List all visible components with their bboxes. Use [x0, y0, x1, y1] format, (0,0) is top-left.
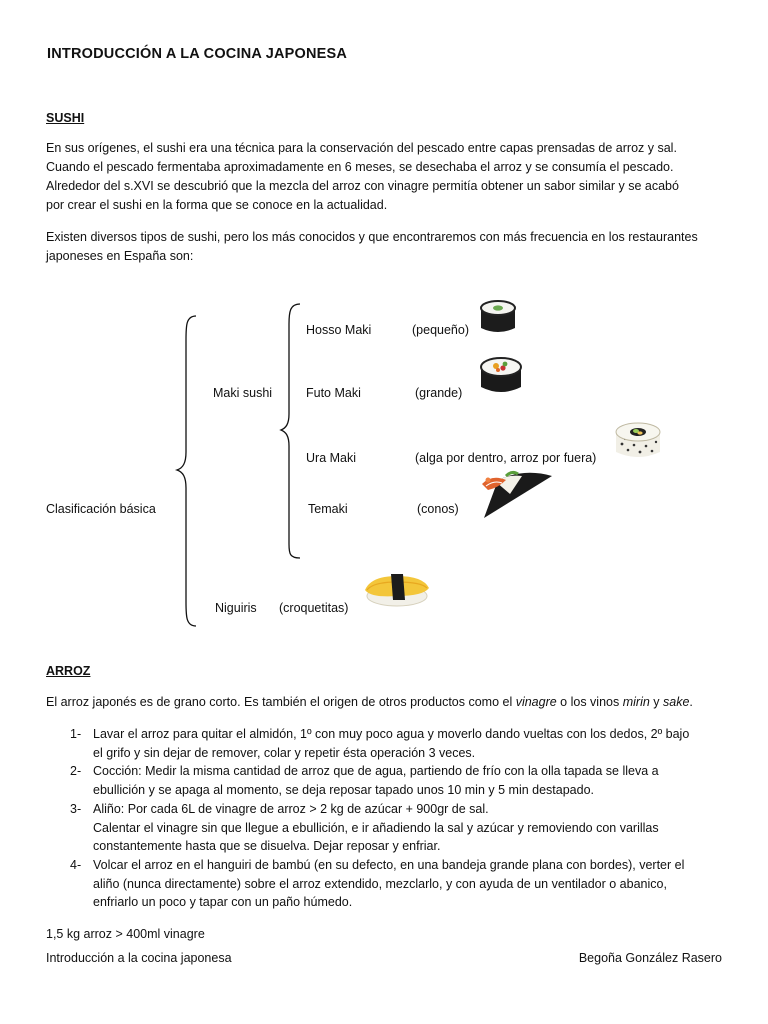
- arroz-intro-text: El arroz japonés es de grano corto. Es también el origen de otros productos como el: [46, 695, 516, 709]
- step-number: 1-: [70, 727, 82, 741]
- step-line: ebullición y se apaga al momento, se deja reposar tapado unos 10 min y 5 min destapado.: [93, 782, 595, 797]
- classification-root: Clasificación básica: [46, 502, 156, 516]
- step-line: Lavar el arroz para quitar el almidón, 1º con muy poco agua y moverlo dando vueltas con los dedos, 2º bajo: [93, 727, 690, 741]
- arroz-intro-text: y: [649, 695, 664, 709]
- ura-maki-desc: (alga por dentro, arroz por fuera): [415, 451, 597, 465]
- inner-brace: [281, 304, 300, 558]
- footer-left: Introducción a la cocina japonesa: [46, 951, 232, 965]
- step-line: enfriarlo un poco y tapar con un paño húmedo.: [93, 895, 353, 909]
- temaki-desc: (conos): [417, 502, 459, 516]
- step-number: 2-: [70, 764, 82, 778]
- outer-brace: [177, 316, 196, 626]
- arroz-step-4: [70, 856, 740, 912]
- futo-maki-name: Futo Maki: [306, 386, 361, 400]
- hosso-maki-desc: (pequeño): [412, 323, 469, 337]
- page-title: INTRODUCCIÓN A LA COCINA JAPONESA: [47, 46, 348, 62]
- ura-maki-name: Ura Maki: [306, 451, 357, 465]
- arroz-ratio: 1,5 kg arroz > 400ml vinagre: [46, 927, 205, 941]
- step-line: constantemente hasta que se disuelva. Dejar reposar y enfriar.: [93, 839, 441, 853]
- footer-right: Begoña González Rasero: [578, 951, 722, 965]
- step-line: el grifo y sin dejar de remover, colar y repetir ésta operación 3 veces.: [93, 745, 476, 760]
- sushi-heading: SUSHI: [46, 111, 85, 125]
- step-number: 4-: [70, 858, 82, 872]
- arroz-intro-text: o los vinos: [556, 695, 623, 709]
- step-line: Volcar el arroz en el hanguiri de bambú (en su defecto, en una bandeja grande plana con bordes), verter el: [93, 858, 685, 872]
- arroz-intro-vinagre: vinagre: [515, 695, 557, 709]
- sushi-types-line: Existen diversos tipos de sushi, pero los más conocidos y que encontraremos con más frecuencia en los restaurantes: [46, 230, 698, 244]
- sushi-types-line: japoneses en España son:: [46, 249, 194, 263]
- step-number: 3-: [70, 802, 82, 816]
- niguiri-image: [361, 570, 431, 610]
- niguiris-desc: (croquetitas): [279, 601, 349, 615]
- sushi-intro-line: En sus orígenes, el sushi era una técnica para la conservación del pescado entre capas prensadas de arroz y sal.: [46, 141, 677, 155]
- arroz-step-3: [70, 800, 740, 856]
- sushi-intro-line: por crear el sushi en la forma que se conoce en la actualidad.: [46, 198, 388, 212]
- sushi-intro-line: Cuando el pescado fermentaba aproximadamente en 6 meses, se desechaba el arroz y se consumía el pescado.: [46, 160, 674, 174]
- maki-sushi-label: Maki sushi: [213, 386, 273, 400]
- step-line: Calentar el vinagre sin que llegue a ebullición, e ir añadiendo la sal y azúcar y removiendo con varillas: [93, 820, 659, 835]
- step-line: Cocción: Medir la misma cantidad de arroz que de agua, partiendo de frío con la olla tapada se lleva a: [93, 764, 659, 778]
- sushi-types-text: [46, 228, 736, 266]
- temaki-name: Temaki: [308, 502, 348, 516]
- arroz-intro: [46, 695, 693, 709]
- ura-maki-image: [612, 418, 664, 462]
- hosso-maki-name: Hosso Maki: [306, 323, 372, 337]
- hosso-maki-image: [478, 298, 518, 336]
- arroz-intro-mirin: mirin: [622, 695, 650, 709]
- arroz-intro-text: .: [689, 695, 693, 709]
- arroz-step-1: [70, 725, 740, 762]
- sushi-intro-line: Alrededor del s.XVI se descubrió que la mezcla del arroz con vinagre permitía obtener un sabor similar y se acabó: [46, 179, 679, 193]
- sushi-intro: [46, 139, 736, 215]
- step-line: aliño (nunca directamente) sobre el arroz extendido, mezclarlo, y con ayuda de un ventilador o abanico,: [93, 876, 667, 891]
- temaki-image: [476, 470, 556, 520]
- arroz-step-2: [70, 762, 740, 799]
- futo-maki-image: [478, 355, 524, 397]
- arroz-intro-sake: sake: [663, 695, 690, 709]
- niguiris-name: Niguiris: [215, 601, 257, 615]
- arroz-heading: ARROZ: [46, 664, 91, 678]
- futo-maki-desc: (grande): [415, 386, 463, 400]
- step-line: Aliño: Por cada 6L de vinagre de arroz > 2 kg de azúcar + 900gr de sal.: [93, 802, 489, 816]
